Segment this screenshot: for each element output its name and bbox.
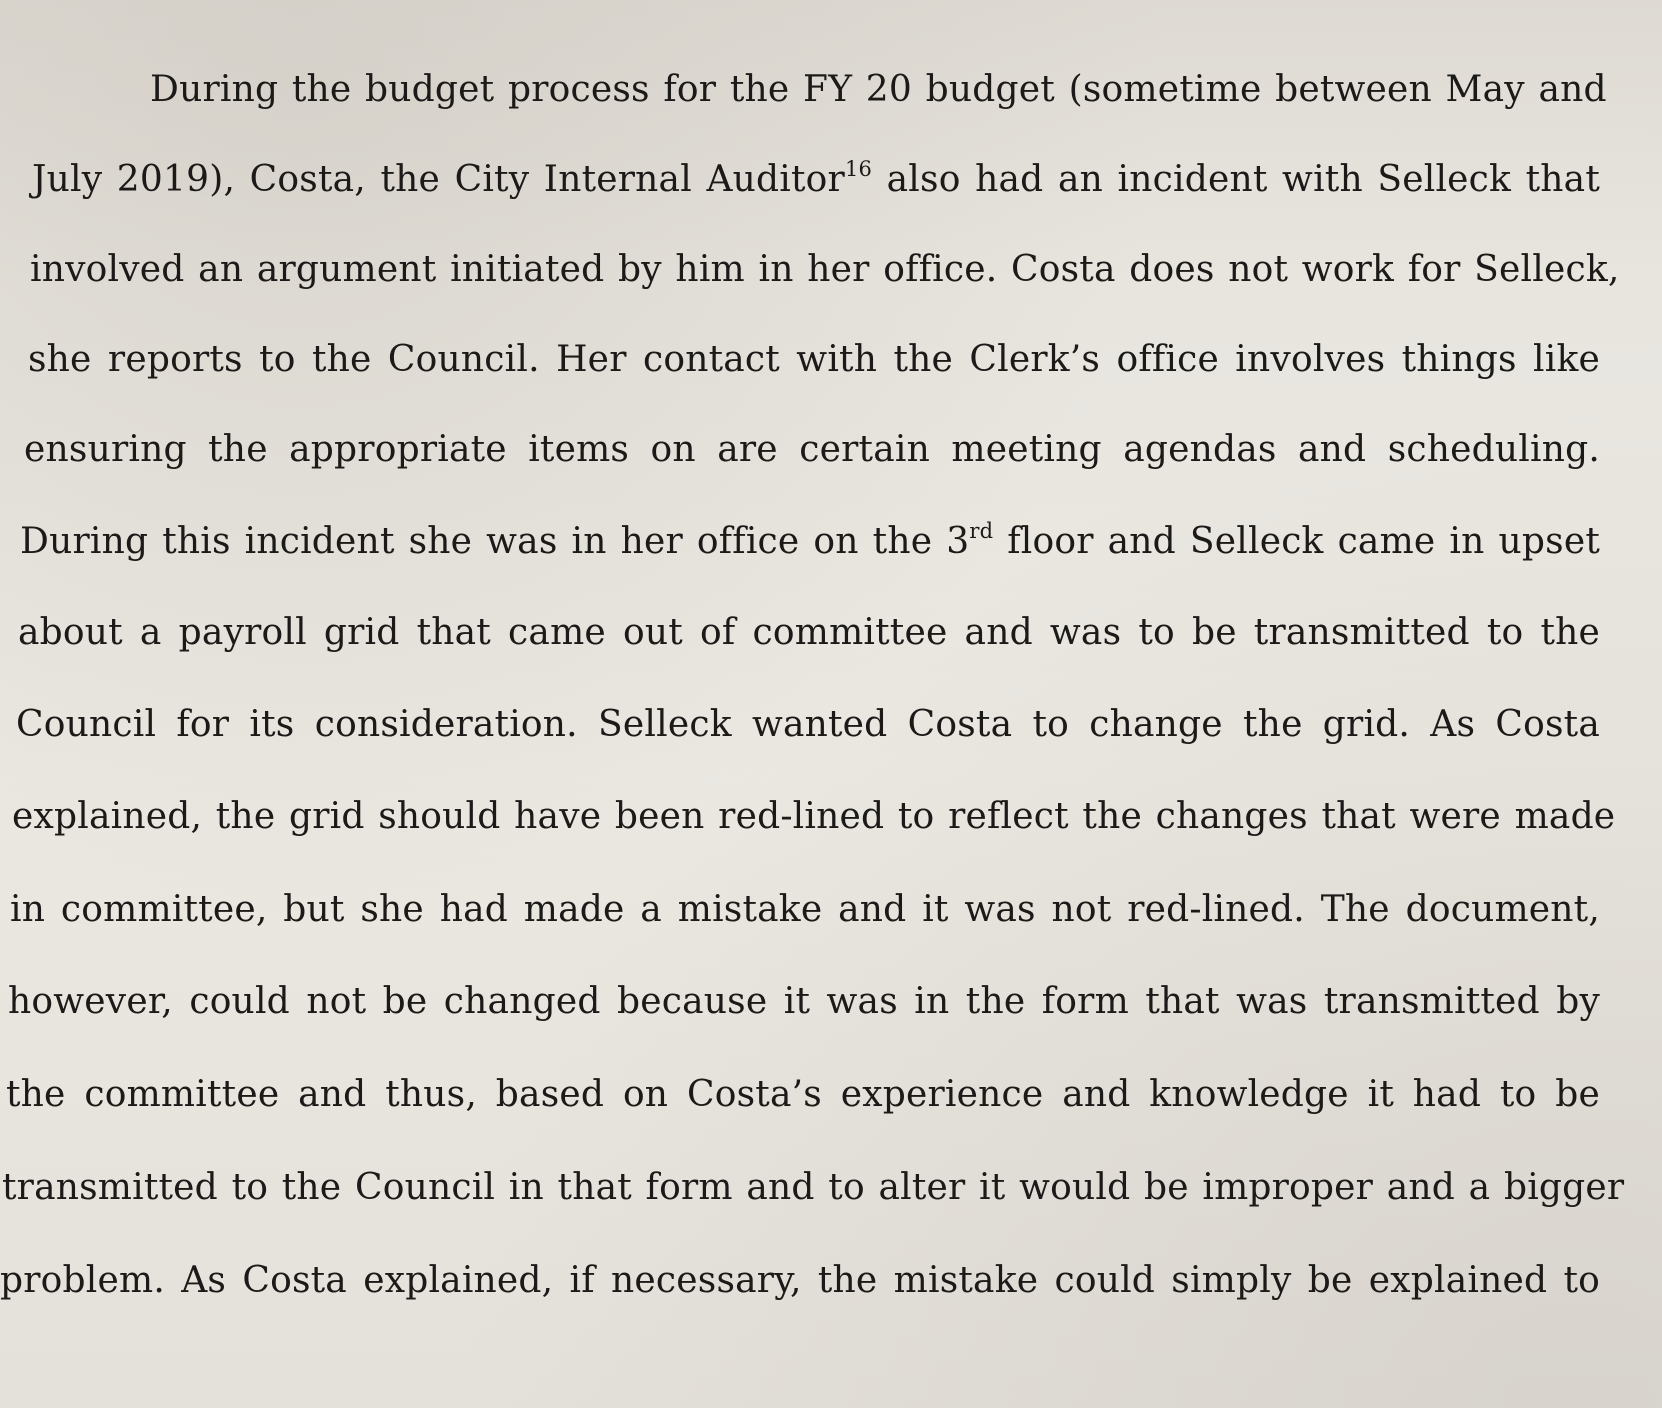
text-line-11: however, could not be changed because it was in the form that was transmitted by bbox=[8, 981, 1600, 1022]
footnote-reference: 16 bbox=[844, 157, 873, 181]
text-line-9: explained, the grid should have been red-lined to reflect the changes that were made bbox=[12, 796, 1616, 837]
text-line-2-part-1: July 2019), Costa, the City Internal Auditor bbox=[32, 159, 845, 200]
text-line-13: transmitted to the Council in that form and to alter it would be improper and a bigger bbox=[2, 1167, 1625, 1208]
text-line-8: Council for its consideration. Selleck wanted Costa to change the grid. As Costa bbox=[16, 704, 1600, 745]
text-line-4: she reports to the Council. Her contact with the Clerk’s office involves things like bbox=[28, 339, 1600, 380]
text-line-6-part-1: During this incident she was in her office on the 3 bbox=[20, 521, 970, 562]
text-line-10: in committee, but she had made a mistake and it was not red-lined. The document, bbox=[10, 889, 1600, 930]
text-line-12: the committee and thus, based on Costa’s experience and knowledge it had to be bbox=[6, 1074, 1600, 1115]
text-line-6 bbox=[20, 512, 1600, 572]
text-line-14: problem. As Costa explained, if necessary, the mistake could simply be explained to bbox=[0, 1260, 1600, 1301]
text-line-7: about a payroll grid that came out of committee and was to be transmitted to the bbox=[18, 612, 1600, 653]
text-line-2 bbox=[32, 150, 1600, 210]
text-line-5: ensuring the appropriate items on are certain meeting agendas and scheduling. bbox=[24, 429, 1600, 470]
text-line-6-part-2: floor and Selleck came in upset bbox=[993, 521, 1600, 562]
ordinal-suffix: rd bbox=[969, 519, 994, 543]
text-line-3: involved an argument initiated by him in her office. Costa does not work for Selleck, bbox=[30, 249, 1620, 290]
text-line-1: During the budget process for the FY 20 budget (sometime between May and bbox=[150, 69, 1607, 110]
text-line-2-part-2: also had an incident with Selleck that bbox=[886, 159, 1600, 200]
